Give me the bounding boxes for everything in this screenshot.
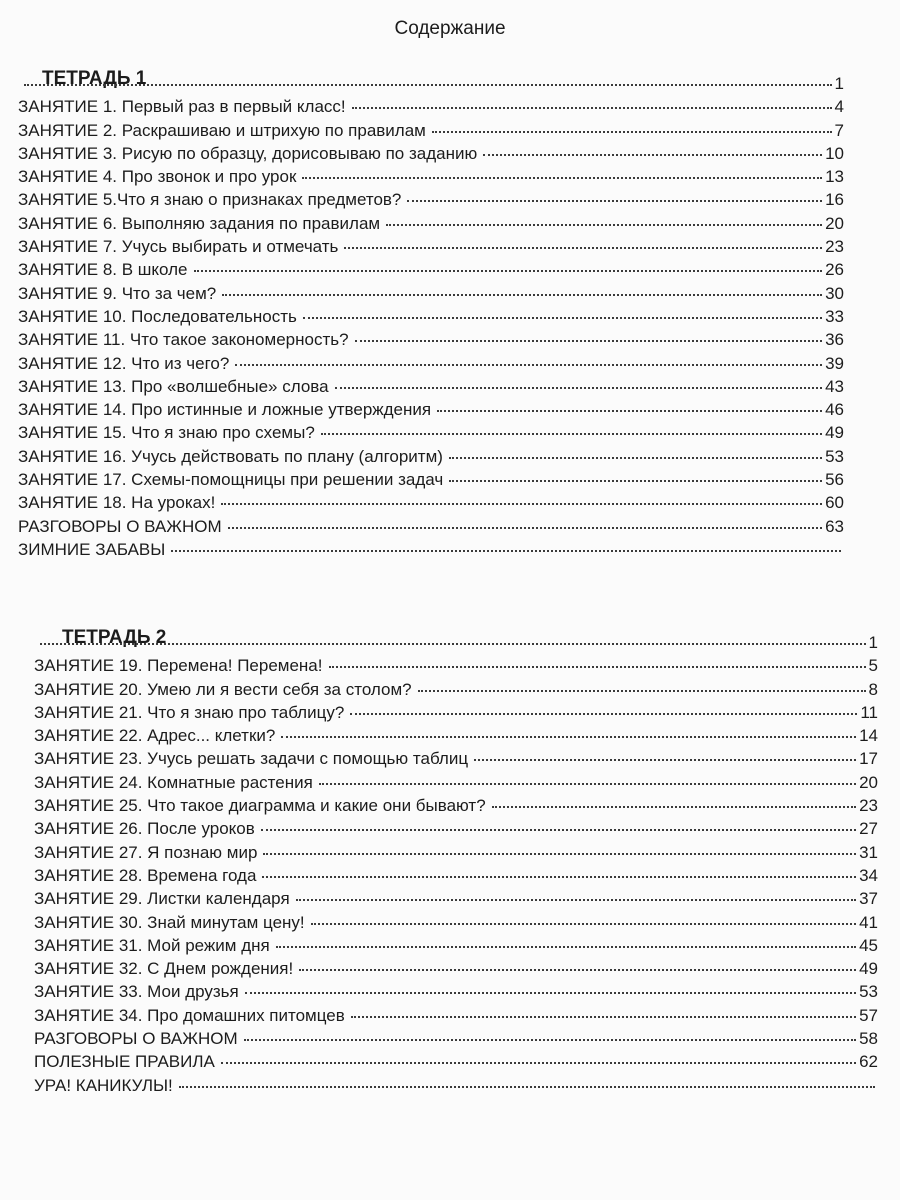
toc-entry-page-number: 33 xyxy=(825,306,844,326)
toc-entry-page-number: 23 xyxy=(825,237,844,257)
dot-leader xyxy=(355,339,823,342)
toc-entry xyxy=(18,144,844,167)
toc-entry-label: ЗАНЯТИЕ 10. Последовательность xyxy=(18,306,297,326)
toc-entry-label: ЗАНЯТИЕ 34. Про домашних питомцев xyxy=(34,1005,345,1025)
toc-entry xyxy=(34,680,878,703)
toc-entry xyxy=(34,1029,878,1052)
toc-entry xyxy=(34,656,878,679)
toc-entry xyxy=(18,167,844,190)
toc-entry xyxy=(18,284,844,307)
dot-leader xyxy=(222,293,822,296)
toc-entry-page-number: 41 xyxy=(859,912,878,932)
toc-entry xyxy=(18,470,844,493)
toc-entry-page-number: 20 xyxy=(859,772,878,792)
dot-leader xyxy=(303,316,822,319)
toc-entry-label: ЗАНЯТИЕ 1. Первый раз в первый класс! xyxy=(18,97,346,117)
toc-entry xyxy=(34,936,878,959)
toc-entry-label: ЗАНЯТИЕ 32. С Днем рождения! xyxy=(34,959,294,979)
dot-leader xyxy=(344,246,822,249)
toc-entry-label: ЗАНЯТИЕ 11. Что такое закономерность? xyxy=(18,330,349,350)
toc-entry xyxy=(18,377,844,400)
toc-entry-page-number: 8 xyxy=(868,679,878,699)
toc-entry-label: ЗАНЯТИЕ 25. Что такое диаграмма и какие они бывают? xyxy=(34,796,486,816)
dot-leader xyxy=(335,386,823,389)
toc-entry xyxy=(34,819,878,842)
toc-entry-page-number: 11 xyxy=(860,702,878,722)
toc-entry-label: ЗАНЯТИЕ 31. Мой режим дня xyxy=(34,935,270,955)
toc-entry-label: ЗАНЯТИЕ 28. Времена года xyxy=(34,865,257,885)
dot-leader xyxy=(483,153,822,156)
dot-leader xyxy=(432,130,832,133)
toc-entry-label: ЗАНЯТИЕ 33. Мои друзья xyxy=(34,982,239,1002)
dot-leader xyxy=(179,1085,875,1088)
toc-entry-label: РАЗГОВОРЫ О ВАЖНОМ xyxy=(18,516,222,536)
toc-entry-page-number: 13 xyxy=(825,167,844,187)
dot-leader xyxy=(492,805,856,808)
dot-leader xyxy=(40,642,866,645)
toc-entry xyxy=(18,214,844,237)
toc-entry-page-number: 60 xyxy=(825,493,844,513)
toc-entry xyxy=(34,866,878,889)
toc-entry xyxy=(18,423,844,446)
dot-leader xyxy=(262,875,856,878)
toc-entry xyxy=(34,773,878,796)
toc-entry-page-number: 57 xyxy=(859,1005,878,1025)
toc-entry-label: ЗАНЯТИЕ 15. Что я знаю про схемы? xyxy=(18,423,315,443)
section-heading-notebook-2: ТЕТРАДЬ 2 xyxy=(62,627,167,648)
toc-list-notebook-2 xyxy=(34,633,878,1099)
toc-entry-label: УРА! КАНИКУЛЫ! xyxy=(34,1075,173,1095)
dot-leader xyxy=(221,502,822,505)
toc-entry-page-number: 27 xyxy=(859,819,878,839)
toc-entry-label: ЗАНЯТИЕ 13. Про «волшебные» слова xyxy=(18,376,329,396)
toc-entry-label: ЗАНЯТИЕ 12. Что из чего? xyxy=(18,353,230,373)
toc-entry xyxy=(34,959,878,982)
toc-entry-label: ЗАНЯТИЕ 21. Что я знаю про таблицу? xyxy=(34,702,345,722)
dot-leader xyxy=(449,456,822,459)
toc-entry-label: ЗАНЯТИЕ 29. Листки календаря xyxy=(34,889,290,909)
toc-entry xyxy=(18,400,844,423)
toc-entry xyxy=(18,74,844,97)
dot-leader xyxy=(261,828,856,831)
toc-entry-label: ЗАНЯТИЕ 14. Про истинные и ложные утверждения xyxy=(18,400,432,420)
toc-entry xyxy=(18,493,844,516)
dot-leader xyxy=(351,1015,856,1018)
toc-entry-label: ПОЛЕЗНЫЕ ПРАВИЛА xyxy=(34,1052,215,1072)
toc-entry-label: ЗАНЯТИЕ 7. Учусь выбирать и отмечать xyxy=(18,237,339,257)
toc-entry xyxy=(34,889,878,912)
toc-entry-page-number: 58 xyxy=(859,1029,878,1049)
toc-entry-page-number: 16 xyxy=(825,190,844,210)
dot-leader xyxy=(171,549,841,552)
dot-leader xyxy=(24,83,832,86)
toc-entry-page-number: 45 xyxy=(859,935,878,955)
dot-leader xyxy=(321,432,822,435)
toc-entry-label: ЗАНЯТИЕ 6. Выполняю задания по правилам xyxy=(18,213,381,233)
toc-list-notebook-1 xyxy=(18,74,844,563)
toc-entry-page-number: 46 xyxy=(825,400,844,420)
toc-entry-label: ЗАНЯТИЕ 27. Я познаю мир xyxy=(34,842,258,862)
toc-entry xyxy=(34,796,878,819)
toc-entry-label: ЗАНЯТИЕ 2. Раскрашиваю и штрихую по правилам xyxy=(18,120,426,140)
toc-entry-page-number: 53 xyxy=(825,446,844,466)
dot-leader xyxy=(296,898,856,901)
toc-entry-page-number: 1 xyxy=(868,633,878,652)
toc-entry xyxy=(34,726,878,749)
toc-entry-page-number: 10 xyxy=(825,143,844,163)
toc-entry xyxy=(18,121,844,144)
toc-entry xyxy=(34,1006,878,1029)
toc-entry-page-number: 30 xyxy=(825,283,844,303)
toc-entry-page-number: 56 xyxy=(825,470,844,490)
dot-leader xyxy=(418,689,866,692)
page-title: Содержание xyxy=(394,18,506,39)
toc-entry xyxy=(18,307,844,330)
toc-entry-page-number: 62 xyxy=(859,1052,878,1072)
toc-entry-page-number: 37 xyxy=(859,889,878,909)
toc-entry xyxy=(34,982,878,1005)
dot-leader xyxy=(407,199,822,202)
toc-entry-label: ЗАНЯТИЕ 8. В школе xyxy=(18,260,188,280)
toc-entry-label: ЗАНЯТИЕ 3. Рисую по образцу, дорисовываю по заданию xyxy=(18,143,478,163)
toc-entry xyxy=(18,260,844,283)
toc-entry-page-number: 31 xyxy=(859,842,878,862)
dot-leader xyxy=(352,106,832,109)
toc-entry-label: ЗАНЯТИЕ 4. Про звонок и про урок xyxy=(18,167,297,187)
toc-entry-label: ЗАНЯТИЕ 22. Адрес... клетки? xyxy=(34,726,276,746)
toc-entry-page-number: 36 xyxy=(825,330,844,350)
toc-entry xyxy=(34,633,878,656)
toc-entry-label: ЗАНЯТИЕ 17. Схемы-помощницы при решении задач xyxy=(18,470,444,490)
toc-entry-label: ЗАНЯТИЕ 20. Умею ли я вести себя за столом? xyxy=(34,679,412,699)
dot-leader xyxy=(244,1038,856,1041)
dot-leader xyxy=(311,922,856,925)
toc-entry-page-number: 1 xyxy=(834,74,844,93)
dot-leader xyxy=(474,758,856,761)
dot-leader xyxy=(263,852,856,855)
toc-entry-label: ЗАНЯТИЕ 18. На уроках! xyxy=(18,493,216,513)
toc-entry xyxy=(34,843,878,866)
toc-entry-label: ЗАНЯТИЕ 30. Знай минутам цену! xyxy=(34,912,305,932)
dot-leader xyxy=(235,363,822,366)
toc-entry-label: ЗАНЯТИЕ 16. Учусь действовать по плану (алгоритм) xyxy=(18,446,443,466)
dot-leader xyxy=(329,665,866,668)
toc-entry-label: ЗАНЯТИЕ 23. Учусь решать задачи с помощью таблиц xyxy=(34,749,469,769)
dot-leader xyxy=(276,945,856,948)
toc-entry-label: РАЗГОВОРЫ О ВАЖНОМ xyxy=(34,1029,238,1049)
toc-entry xyxy=(18,330,844,353)
dot-leader xyxy=(386,223,822,226)
toc-entry-page-number: 20 xyxy=(825,213,844,233)
dot-leader xyxy=(194,269,823,272)
toc-entry xyxy=(34,913,878,936)
toc-entry-page-number: 53 xyxy=(859,982,878,1002)
dot-leader xyxy=(319,782,856,785)
toc-entry-page-number: 5 xyxy=(868,656,878,676)
toc-entry-label: ЗАНЯТИЕ 19. Перемена! Перемена! xyxy=(34,656,323,676)
toc-entry-page-number: 39 xyxy=(825,353,844,373)
toc-entry xyxy=(34,1076,878,1099)
dot-leader xyxy=(302,176,822,179)
dot-leader xyxy=(245,991,856,994)
toc-entry-page-number: 49 xyxy=(825,423,844,443)
toc-entry-label: ЗАНЯТИЕ 9. Что за чем? xyxy=(18,283,217,303)
toc-entry xyxy=(34,703,878,726)
dot-leader xyxy=(437,409,822,412)
toc-entry-page-number: 49 xyxy=(859,959,878,979)
toc-entry xyxy=(18,447,844,470)
toc-entry xyxy=(18,237,844,260)
toc-entry xyxy=(34,1052,878,1075)
toc-entry-page-number: 26 xyxy=(825,260,844,280)
toc-entry-page-number: 4 xyxy=(834,97,844,117)
toc-entry-page-number: 34 xyxy=(859,865,878,885)
dot-leader xyxy=(299,968,856,971)
dot-leader xyxy=(228,526,822,529)
dot-leader xyxy=(350,712,857,715)
dot-leader xyxy=(281,735,856,738)
toc-entry-page-number: 63 xyxy=(825,516,844,536)
toc-entry xyxy=(18,97,844,120)
toc-entry xyxy=(18,540,844,563)
toc-entry xyxy=(18,354,844,377)
toc-entry xyxy=(18,190,844,213)
dot-leader xyxy=(449,479,822,482)
toc-entry-label: ЗАНЯТИЕ 24. Комнатные растения xyxy=(34,772,313,792)
toc-entry-page-number: 14 xyxy=(859,726,878,746)
toc-entry xyxy=(18,517,844,540)
toc-entry-label: ЗАНЯТИЕ 26. После уроков xyxy=(34,819,255,839)
toc-entry-label: ЗАНЯТИЕ 5.Что я знаю о признаках предметов? xyxy=(18,190,402,210)
dot-leader xyxy=(221,1061,856,1064)
toc-entry-page-number: 23 xyxy=(859,796,878,816)
toc-entry-page-number: 17 xyxy=(859,749,878,769)
toc-entry-page-number: 7 xyxy=(834,120,844,140)
toc-entry-page-number: 43 xyxy=(825,376,844,396)
section-heading-notebook-1: ТЕТРАДЬ 1 xyxy=(42,68,147,89)
toc-entry xyxy=(34,749,878,772)
toc-entry-label: ЗИМНИЕ ЗАБАВЫ xyxy=(18,539,166,559)
